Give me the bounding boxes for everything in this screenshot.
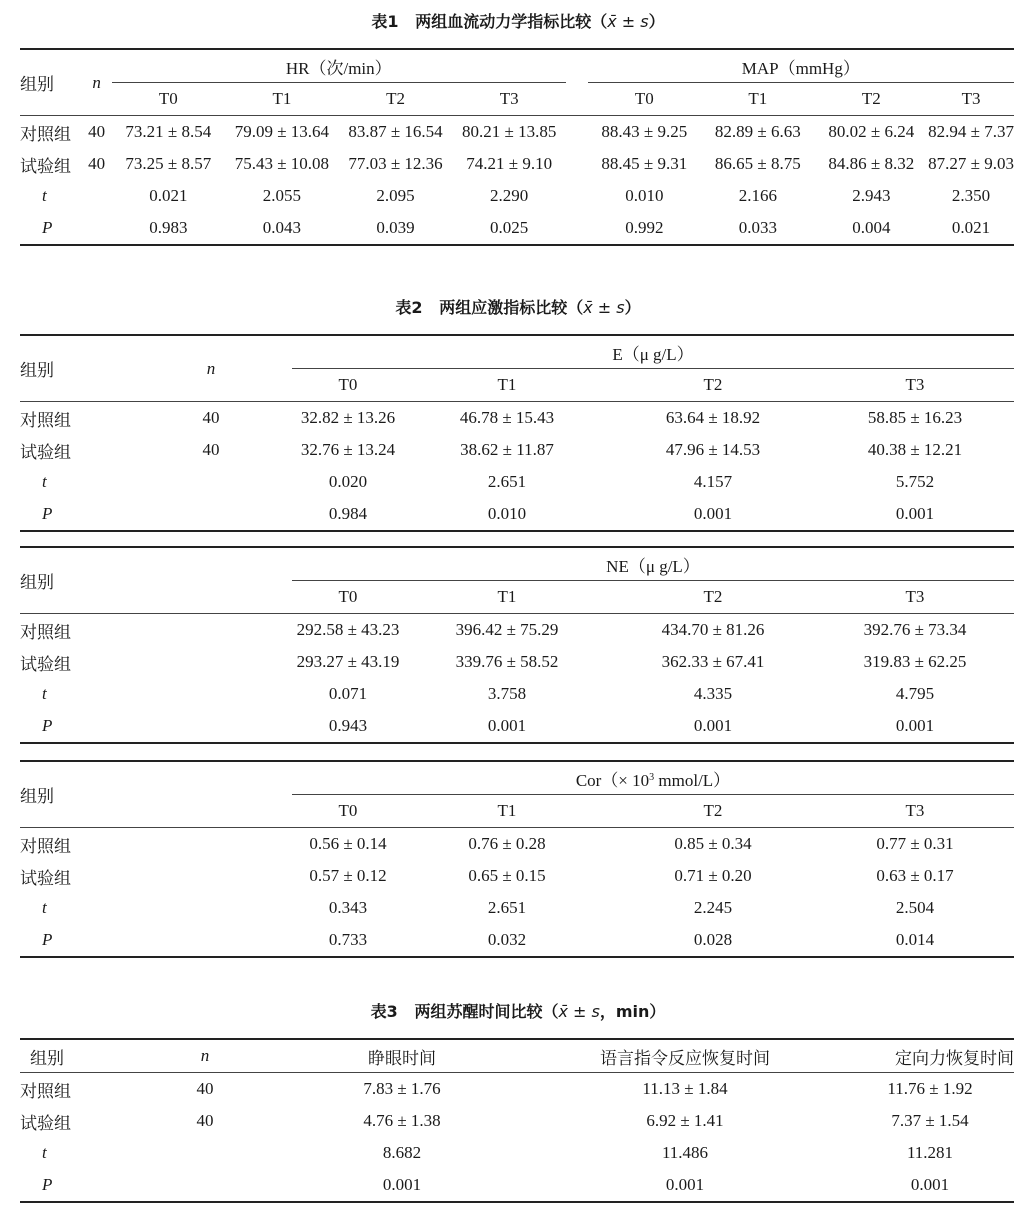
cell: 7.37 ± 1.54 [891,1111,969,1130]
table-row [20,116,1014,149]
cell: 434.70 ± 81.26 [661,620,765,639]
cell: 0.983 [112,212,226,245]
table1-map-t0: T0 [588,83,702,116]
table2-e-t1: T1 [404,369,610,402]
cell: 87.27 ± 9.03 [928,154,1014,173]
table1-caption-label: 表1 [371,12,399,31]
cell: 11.281 [906,1143,954,1162]
table1-hr-header: HR（次/min） [112,49,566,83]
row-label: 对照组 [20,622,71,642]
table-row [20,1105,1014,1137]
cell: 11.486 [661,1143,709,1162]
table-row [20,466,1014,498]
table3-caption-close: ，min） [599,1002,666,1021]
row-n [130,1137,280,1169]
table2-ne-header: NE（μ g/L） [292,547,1014,581]
cell: 73.25 ± 8.57 [125,154,212,173]
cell: 75.43 ± 10.08 [234,154,330,173]
cell: 0.57 ± 0.12 [309,866,387,885]
row-n: 40 [202,408,220,427]
table2-ne-group-header: 组别 [20,547,292,614]
cell: 0.021 [928,212,1014,245]
cell: 0.014 [816,924,1014,957]
row-label: t [42,186,47,205]
cell: 392.76 ± 73.34 [863,620,967,639]
cell: 6.92 ± 1.41 [646,1111,724,1130]
cell: 2.943 [852,186,891,205]
cell: 2.350 [951,186,991,205]
row-label: 对照组 [20,410,71,430]
table1 [20,48,1014,246]
table-row [20,646,1014,678]
table-row [20,148,1014,180]
row-n [82,180,112,212]
cell: 3.758 [487,684,527,703]
cell: 0.71 ± 0.20 [674,866,752,885]
table2-ne-t3: T3 [816,581,1014,614]
table3-caption-stat: x̄ ± s [558,1002,600,1021]
row-n: 40 [88,154,106,173]
cell: 86.65 ± 8.75 [714,154,801,173]
table-row [20,1169,1014,1202]
cell: 0.004 [815,212,929,245]
cell: 0.63 ± 0.17 [876,866,954,885]
table2-caption [0,296,1036,320]
table2-group-header: 组别 [20,335,130,402]
table-row [20,180,1014,212]
row-n: 40 [196,1111,214,1130]
cell: 8.682 [382,1143,422,1162]
table3-caption-title: 两组苏醒时间比较（ [414,1002,559,1021]
table1-group-header: 组别 [20,49,82,116]
table3-n-header: n [130,1039,280,1073]
cell: 40.38 ± 12.21 [867,440,963,459]
table2-e-t0: T0 [292,369,404,402]
table2-caption-label: 表2 [395,298,423,317]
cell: 0.033 [701,212,815,245]
table2-ne-t2: T2 [610,581,816,614]
cell: 396.42 ± 75.29 [455,620,559,639]
row-n: 40 [196,1079,214,1098]
table1-caption-close: ） [648,12,665,31]
table2-e-t3: T3 [816,369,1014,402]
table2-cor-t2: T2 [610,795,816,828]
row-label: 对照组 [20,124,71,144]
row-label: 对照组 [20,1081,71,1101]
cell: 0.733 [292,924,404,957]
cell: 4.795 [895,684,935,703]
cell: 0.001 [404,710,610,743]
table2-cor-t1: T1 [404,795,610,828]
row-label: 试验组 [20,868,71,888]
row-label: P [20,924,292,957]
cell: 32.82 ± 13.26 [300,408,396,427]
table-row [20,1137,1014,1169]
row-label: 试验组 [20,1113,71,1133]
cell: 2.055 [262,186,301,205]
table1-map-header: MAP（mmHg） [588,49,1014,83]
table-row [20,678,1014,710]
table3 [20,1038,1014,1203]
table2-cor-header [292,761,1014,795]
table2-caption-title: 两组应激指标比较（ [439,298,584,317]
cell: 73.21 ± 8.54 [125,122,212,141]
row-label: P [20,1169,130,1202]
row-n: 40 [202,440,220,459]
table1-caption [0,10,1036,34]
row-label: P [20,212,82,245]
cell: 0.001 [816,498,1014,531]
cell: 2.166 [738,186,777,205]
table2-n-header: n [130,335,292,402]
cell: 82.89 ± 6.63 [714,122,801,141]
row-n [130,1169,280,1202]
row-label: 试验组 [20,442,71,462]
table2-ne-section [20,546,1014,744]
cell: 2.504 [895,898,935,917]
table-row [20,710,1014,743]
cell: 0.85 ± 0.34 [674,834,752,853]
cell: 5.752 [895,472,935,491]
table-row [20,1073,1014,1106]
table2-ne-t1: T1 [404,581,610,614]
table-row [20,434,1014,466]
cell: 0.010 [625,186,664,205]
cell: 84.86 ± 8.32 [828,154,915,173]
table1-caption-stat: x̄ ± s [607,12,649,31]
table1-map-t2: T2 [815,83,929,116]
table3-orientation-header: 定向力恢复时间 [846,1039,1014,1073]
table1-map-t1: T1 [701,83,815,116]
table2-cor-section [20,760,1014,958]
table3-verbal-response-header: 语言指令反应恢复时间 [524,1039,846,1073]
cell: 0.043 [225,212,339,245]
row-label: t [42,1143,47,1162]
cell: 4.76 ± 1.38 [363,1111,441,1130]
cell: 0.56 ± 0.14 [309,834,387,853]
cell: 46.78 ± 15.43 [459,408,555,427]
cell: 77.03 ± 12.36 [348,154,443,173]
table-row [20,498,1014,531]
cell: 4.335 [693,684,733,703]
table-row [20,212,1014,245]
cell: 0.001 [524,1169,846,1202]
table2-cor-header-suffix: mmol/L） [654,770,731,790]
cell: 0.77 ± 0.31 [876,834,954,853]
row-label: 对照组 [20,836,71,856]
cell: 0.021 [149,186,188,205]
cell: 82.94 ± 7.37 [928,122,1014,141]
row-label: P [20,498,130,531]
cell: 0.943 [292,710,404,743]
cell: 0.992 [588,212,702,245]
cell: 11.76 ± 1.92 [887,1079,973,1098]
table2-caption-stat: x̄ ± s [583,298,625,317]
cell: 88.43 ± 9.25 [601,122,688,141]
table3-eye-open-header: 睁眼时间 [280,1039,524,1073]
cell: 0.984 [292,498,404,531]
table2-e-header: E（μ g/L） [292,335,1014,369]
table1-hr-t2: T2 [339,83,453,116]
cell: 0.025 [452,212,566,245]
cell: 0.039 [339,212,453,245]
row-n [130,466,292,498]
cell: 11.13 ± 1.84 [642,1079,728,1098]
cell: 38.62 ± 11.87 [460,440,554,459]
table-row [20,924,1014,957]
cell: 319.83 ± 62.25 [863,652,967,671]
row-label: t [42,684,47,703]
table1-hr-t0: T0 [112,83,226,116]
table3-group-header: 组别 [20,1039,130,1073]
table3-caption [0,1000,1036,1024]
cell: 79.09 ± 13.64 [234,122,330,141]
table-row [20,614,1014,647]
cell: 2.290 [490,186,529,205]
cell: 2.651 [487,898,527,917]
table2-cor-t3: T3 [816,795,1014,828]
cell: 292.58 ± 43.23 [296,620,400,639]
cell: 362.33 ± 67.41 [661,652,765,671]
table-row [20,860,1014,892]
row-label: t [42,472,47,491]
table2-e-t2: T2 [610,369,816,402]
cell: 0.001 [846,1169,1014,1202]
table2-ne-t0: T0 [292,581,404,614]
cell: 0.65 ± 0.15 [468,866,546,885]
row-n [130,498,292,531]
table2-cor-t0: T0 [292,795,404,828]
table2-e-section [20,334,1014,532]
cell: 80.02 ± 6.24 [828,122,915,141]
cell: 47.96 ± 14.53 [665,440,761,459]
cell: 0.76 ± 0.28 [468,834,546,853]
table1-hr-t3: T3 [452,83,566,116]
cell: 0.001 [610,498,816,531]
table-row [20,892,1014,924]
row-label: t [42,898,47,917]
table-row [20,828,1014,861]
row-label: P [20,710,292,743]
cell: 0.001 [610,710,816,743]
row-label: 试验组 [20,654,71,674]
table-row [20,402,1014,435]
cell: 58.85 ± 16.23 [867,408,963,427]
cell: 83.87 ± 16.54 [348,122,443,141]
cell: 0.032 [404,924,610,957]
cell: 74.21 ± 9.10 [466,154,553,173]
row-n: 40 [88,122,106,141]
cell: 32.76 ± 13.24 [300,440,396,459]
cell: 339.76 ± 58.52 [455,652,559,671]
table2-caption-close: ） [624,298,641,317]
cell: 293.27 ± 43.19 [296,652,400,671]
table2-cor-header-sup: 3 [649,771,655,783]
table1-caption-title: 两组血流动力学指标比较（ [415,12,608,31]
cell: 63.64 ± 18.92 [665,408,761,427]
cell: 0.343 [328,898,368,917]
cell: 4.157 [693,472,733,491]
table1-n-header: n [82,49,112,116]
row-label: 试验组 [20,156,71,176]
cell: 88.45 ± 9.31 [601,154,688,173]
cell: 0.020 [328,472,368,491]
cell: 0.010 [404,498,610,531]
table1-map-t3: T3 [928,83,1014,116]
table3-caption-label: 表3 [370,1002,398,1021]
cell: 7.83 ± 1.76 [363,1079,441,1098]
cell: 0.028 [610,924,816,957]
cell: 0.071 [328,684,368,703]
cell: 0.001 [816,710,1014,743]
table2-cor-group-header: 组别 [20,761,292,828]
cell: 80.21 ± 13.85 [461,122,557,141]
cell: 2.245 [693,898,733,917]
cell: 2.651 [487,472,527,491]
cell: 0.001 [280,1169,524,1202]
table1-hr-t1: T1 [225,83,339,116]
table2-cor-header-prefix: Cor（× 10 [575,770,650,790]
row-n [82,212,112,245]
cell: 2.095 [376,186,415,205]
